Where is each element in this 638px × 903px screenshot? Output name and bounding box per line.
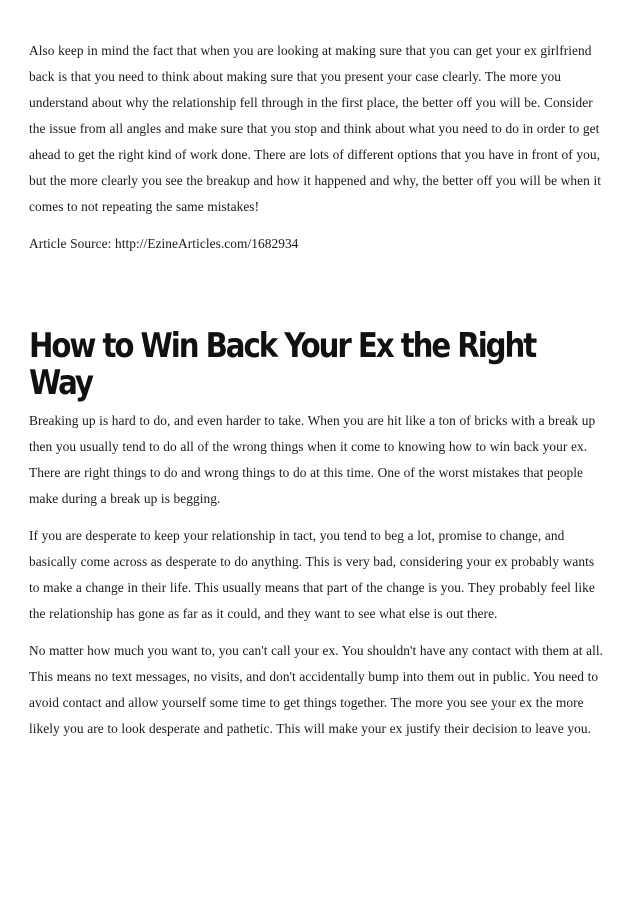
article-paragraph-3: No matter how much you want to, you can't call your ex. You shouldn't have any contact with them at all. This means no text messages, no visits, and don't accidentally bump into them out in public. You need to avoid contact and allow yourself some time to get things together. The more you see your ex the more likely you are to look desperate and pathetic. This will make your ex justify their decision to leave you. (29, 643, 604, 736)
article-body (29, 408, 604, 742)
article-title: How to Win Back Your Ex the Right Way (29, 326, 536, 403)
article-paragraph-1: Breaking up is hard to do, and even harder to take. When you are hit like a ton of bricks with a break up then you usually tend to do all of the wrong things when it come to knowing how to win back your ex. There are right things to do and wrong things to do at this time. One of the worst mistakes that people make during a break up is begging. (29, 413, 596, 506)
intro-paragraph: Also keep in mind the fact that when you are looking at making sure that you can get your ex girlfriend back is that you need to think about making sure that you present your case clearly. The more you understand about why the relationship fell through in the first place, the better off you will be. Consider the issue from all angles and make sure that you stop and think about what you need to do in order to get ahead to get the right kind of work done. There are lots of different options that you have in front of you, but the more clearly you see the breakup and how it happened and why, the better off you will be when it comes to not repeating the same mistakes! (29, 43, 602, 214)
article-paragraph-2: If you are desperate to keep your relationship in tact, you tend to beg a lot, promise to change, and basically come across as desperate to do anything. This is very bad, considering your ex probably wants to make a change in their life. This usually means that part of the change is you. They probably feel like the relationship has gone as far as it could, and they want to see what else is out there. (29, 528, 595, 621)
document-page (29, 38, 604, 742)
article-heading-container (29, 328, 604, 408)
article-source: Article Source: http://EzineArticles.com/1682934 (29, 236, 299, 251)
